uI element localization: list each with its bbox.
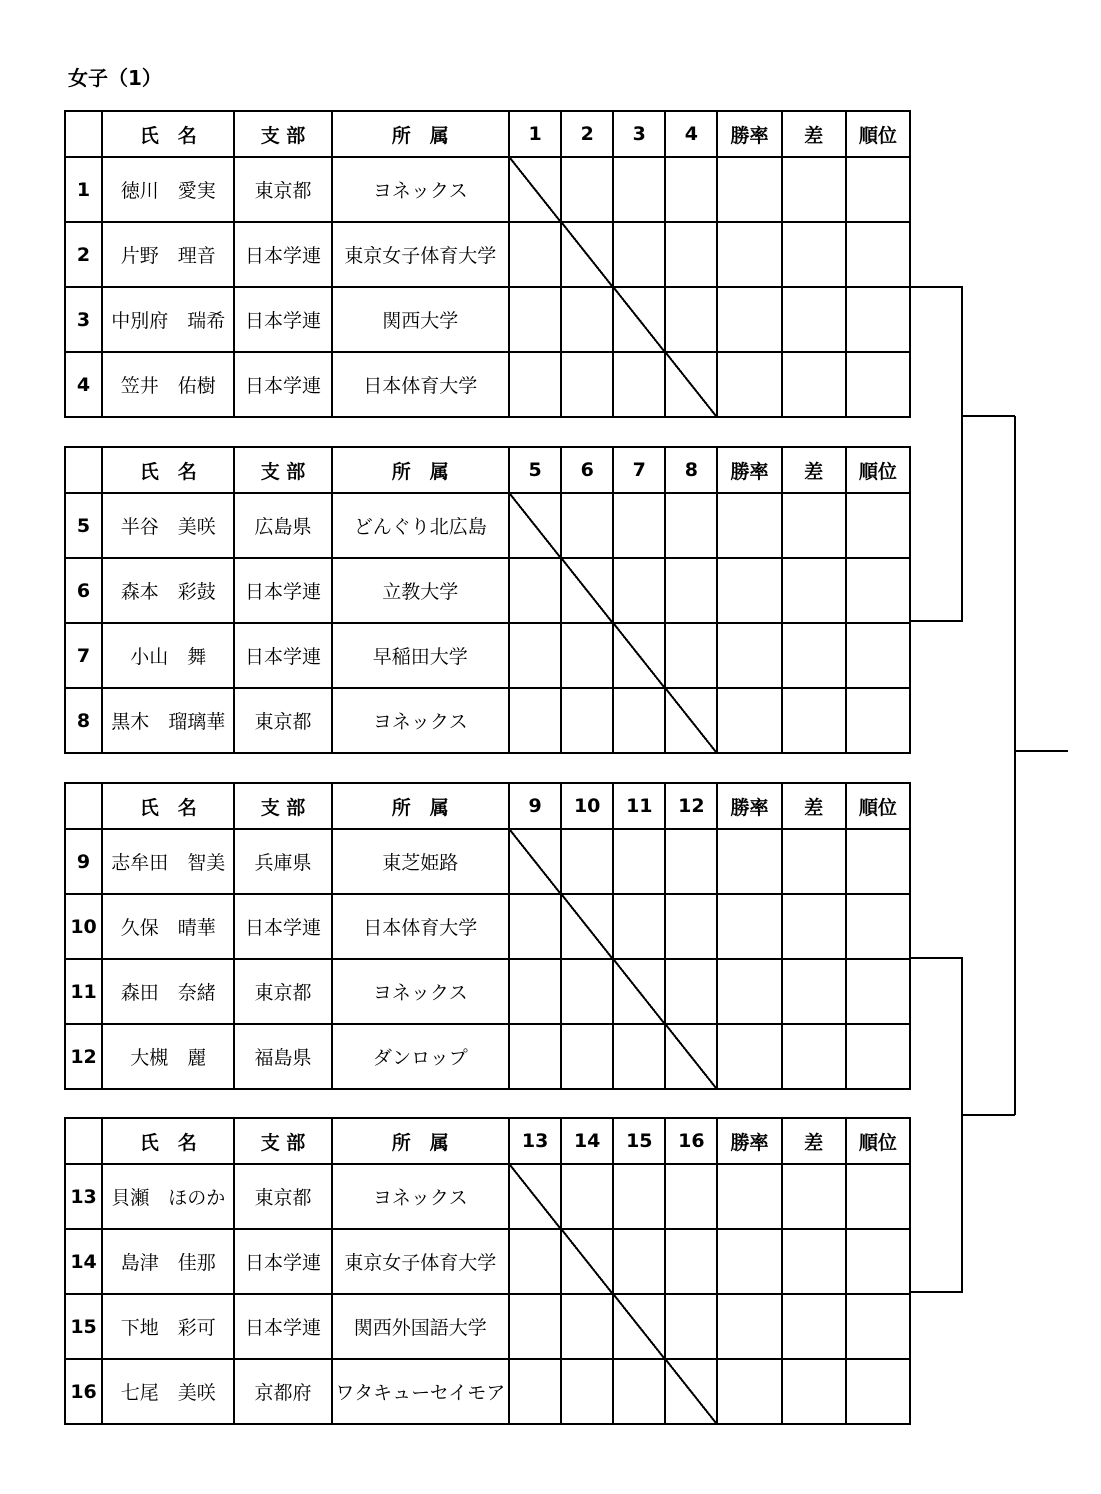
player-number: 4 [65,352,102,417]
player-affiliation: 東京女子体育大学 [332,222,509,287]
player-name: 森本 彩鼓 [102,558,234,623]
header-diff: 差 [782,1118,846,1164]
player-name: 中別府 瑞希 [102,287,234,352]
player-name: 森田 奈緒 [102,959,234,1024]
header-match-col: 1 [509,111,561,157]
header-branch: 支 部 [234,1118,331,1164]
player-branch: 東京都 [234,688,331,753]
player-name: 半谷 美咲 [102,493,234,558]
player-name: 久保 晴華 [102,894,234,959]
player-number: 14 [65,1229,102,1294]
header-match-col: 10 [561,783,613,829]
header-match-col: 8 [665,447,717,493]
player-number: 13 [65,1164,102,1229]
header-diff: 差 [782,111,846,157]
player-number: 6 [65,558,102,623]
header-rank: 順位 [846,111,910,157]
header-match-col: 4 [665,111,717,157]
player-name: 七尾 美咲 [102,1359,234,1424]
player-name: 小山 舞 [102,623,234,688]
player-name: 志牟田 智美 [102,829,234,894]
header-affiliation: 所 属 [332,1118,509,1164]
player-affiliation: 東芝姫路 [332,829,509,894]
player-affiliation: どんぐり北広島 [332,493,509,558]
player-branch: 東京都 [234,157,331,222]
header-winrate: 勝率 [717,111,781,157]
player-number: 10 [65,894,102,959]
bracket-line-g2 [911,958,962,1292]
player-number: 12 [65,1024,102,1089]
player-affiliation: 早稲田大学 [332,623,509,688]
player-branch: 東京都 [234,1164,331,1229]
page-title: 女子（1） [68,66,162,90]
player-branch: 日本学連 [234,558,331,623]
player-branch: 日本学連 [234,1294,331,1359]
player-branch: 日本学連 [234,352,331,417]
header-name: 氏 名 [102,783,234,829]
header-match-col: 7 [613,447,665,493]
player-number: 11 [65,959,102,1024]
header-match-col: 3 [613,111,665,157]
player-number: 1 [65,157,102,222]
header-winrate: 勝率 [717,1118,781,1164]
player-name: 黒木 瑠璃華 [102,688,234,753]
player-branch: 福島県 [234,1024,331,1089]
header-rank: 順位 [846,1118,910,1164]
header-match-col: 14 [561,1118,613,1164]
player-branch: 日本学連 [234,287,331,352]
header-name: 氏 名 [102,111,234,157]
player-number: 2 [65,222,102,287]
player-number: 8 [65,688,102,753]
header-match-col: 13 [509,1118,561,1164]
header-branch: 支 部 [234,783,331,829]
player-affiliation: ヨネックス [332,157,509,222]
header-rank: 順位 [846,447,910,493]
header-match-col: 15 [613,1118,665,1164]
player-number: 5 [65,493,102,558]
player-affiliation: 日本体育大学 [332,352,509,417]
header-match-col: 6 [561,447,613,493]
player-affiliation: 関西外国語大学 [332,1294,509,1359]
header-name: 氏 名 [102,447,234,493]
player-name: 貝瀬 ほのか [102,1164,234,1229]
player-branch: 日本学連 [234,222,331,287]
header-match-col: 11 [613,783,665,829]
header-branch: 支 部 [234,111,331,157]
player-branch: 広島県 [234,493,331,558]
player-affiliation: ヨネックス [332,688,509,753]
player-name: 徳川 愛実 [102,157,234,222]
player-affiliation: ヨネックス [332,959,509,1024]
header-affiliation: 所 属 [332,447,509,493]
header-rank: 順位 [846,783,910,829]
player-branch: 京都府 [234,1359,331,1424]
player-affiliation: ワタキューセイモア [332,1359,509,1424]
header-winrate: 勝率 [717,447,781,493]
header-affiliation: 所 属 [332,111,509,157]
header-diff: 差 [782,447,846,493]
player-name: 片野 理音 [102,222,234,287]
header-name: 氏 名 [102,1118,234,1164]
header-match-col: 2 [561,111,613,157]
player-branch: 日本学連 [234,894,331,959]
player-name: 大槻 麗 [102,1024,234,1089]
player-affiliation: ヨネックス [332,1164,509,1229]
player-number: 16 [65,1359,102,1424]
player-number: 3 [65,287,102,352]
player-affiliation: 立教大学 [332,558,509,623]
header-match-col: 5 [509,447,561,493]
header-winrate: 勝率 [717,783,781,829]
header-match-col: 12 [665,783,717,829]
player-affiliation: 関西大学 [332,287,509,352]
header-diff: 差 [782,783,846,829]
player-name: 笠井 佑樹 [102,352,234,417]
header-branch: 支 部 [234,447,331,493]
header-match-col: 16 [665,1118,717,1164]
header-match-col: 9 [509,783,561,829]
player-branch: 日本学連 [234,1229,331,1294]
player-name: 島津 佳那 [102,1229,234,1294]
player-branch: 東京都 [234,959,331,1024]
player-affiliation: 東京女子体育大学 [332,1229,509,1294]
player-number: 9 [65,829,102,894]
player-affiliation: ダンロップ [332,1024,509,1089]
player-branch: 兵庫県 [234,829,331,894]
header-affiliation: 所 属 [332,783,509,829]
player-number: 7 [65,623,102,688]
player-name: 下地 彩可 [102,1294,234,1359]
player-number: 15 [65,1294,102,1359]
player-branch: 日本学連 [234,623,331,688]
player-affiliation: 日本体育大学 [332,894,509,959]
bracket-line-g1 [911,287,962,621]
